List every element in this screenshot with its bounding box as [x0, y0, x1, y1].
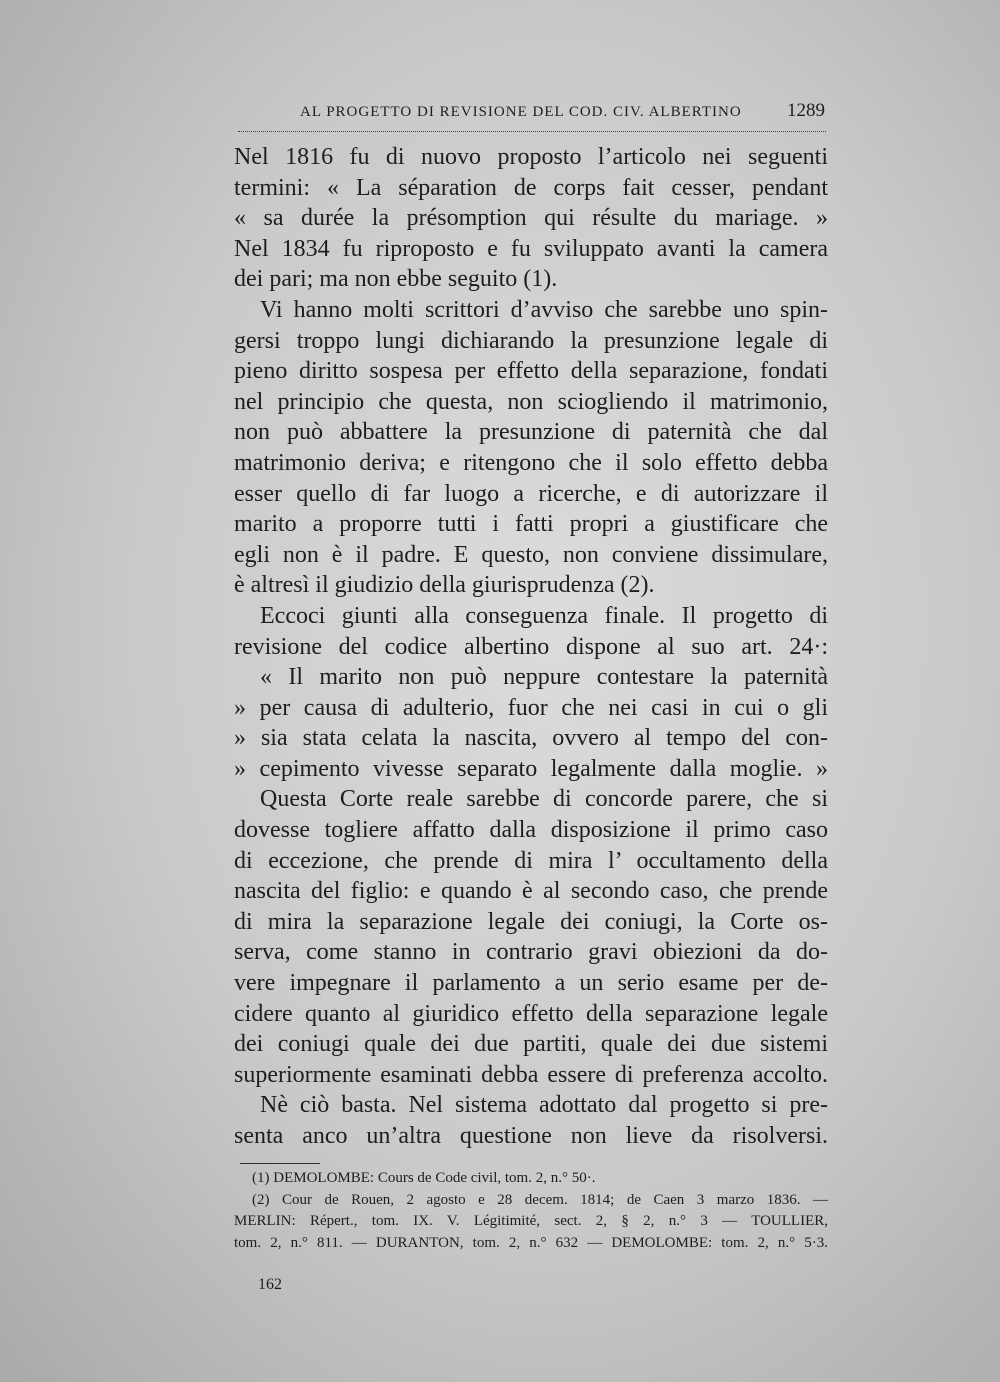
footnote-line: tom. 2, n.° 811. — DURANTON, tom. 2, n.° 632 — DEMOLOMBE: tom. 2, n.° 5·3.	[234, 1234, 828, 1251]
text-line: vere impegnare il parlamento a un serio esame per de-	[234, 970, 828, 997]
text-line: Vi hanno molti scrittori d’avviso che sarebbe uno spin-	[260, 296, 828, 323]
text-line: di eccezione, che prende di mira l’ occultamento della	[234, 847, 828, 874]
text-line: è altresì il giudizio della giurisprudenza (2).	[234, 572, 655, 599]
text-line: revisione del codice albertino dispone al suo art. 24·:	[234, 633, 828, 660]
running-header	[300, 100, 825, 124]
text-line: dei coniugi quale dei due partiti, quale dei due sistemi	[234, 1031, 828, 1058]
text-line: cidere quanto al giuridico effetto della separazione legale	[234, 1000, 828, 1027]
footnote-line: MERLIN: Répert., tom. IX. V. Légitimité, sect. 2, § 2, n.° 3 — TOULLIER,	[234, 1213, 828, 1229]
text-line: » sia stata celata la nascita, ovvero al tempo del con-	[234, 725, 828, 752]
text-line: Nel 1834 fu riproposto e fu sviluppato avanti la camera	[234, 235, 828, 262]
text-line: termini: « La séparation de corps fait cesser, pendant	[234, 174, 828, 201]
footnote-rule	[240, 1163, 320, 1164]
text-line: Questa Corte reale sarebbe di concorde parere, che si	[260, 786, 828, 813]
text-line: Eccoci giunti alla conseguenza finale. Il progetto di	[260, 602, 828, 629]
body-text	[234, 142, 828, 1152]
text-line: » per causa di adulterio, fuor che nei casi in cui o gli	[234, 694, 828, 721]
footnote-line: (2) Cour de Rouen, 2 agosto e 28 decem. 1814; de Caen 3 marzo 1836. —	[252, 1191, 828, 1208]
header-rule	[238, 131, 826, 132]
text-line: superiormente esaminati debba essere di preferenza accolto.	[234, 1061, 828, 1088]
page-number: 1289	[787, 100, 825, 121]
footnotes	[234, 1168, 828, 1254]
text-line: dei pari; ma non ebbe seguito (1).	[234, 266, 558, 293]
text-line: nel principio che questa, non sciogliendo il matrimonio,	[234, 388, 828, 415]
header-title: AL PROGETTO DI REVISIONE DEL COD. CIV. ALBERTINO	[300, 104, 742, 120]
text-line: senta anco un’altra questione non lieve da risolversi.	[234, 1123, 828, 1149]
printer-signature: 162	[258, 1276, 282, 1293]
text-line: « Il marito non può neppure contestare la paternità	[260, 664, 828, 691]
text-line: pieno diritto sospesa per effetto della separazione, fondati	[234, 358, 828, 385]
text-line: nascita del figlio: e quando è al secondo caso, che prende	[234, 878, 828, 905]
text-line: Nè ciò basta. Nel sistema adottato dal progetto si pre-	[260, 1092, 828, 1119]
text-line: matrimonio deriva; e ritengono che il solo effetto debba	[234, 449, 828, 476]
text-line: Nel 1816 fu di nuovo proposto l’articolo nei seguenti	[234, 144, 828, 170]
text-line: di mira la separazione legale dei coniugi, la Corte os-	[234, 908, 828, 935]
text-line: marito a proporre tutti i fatti propri a giustificare che	[234, 511, 828, 538]
text-line: non può abbattere la presunzione di paternità che dal	[234, 419, 828, 446]
footnote-line: (1) DEMOLOMBE: Cours de Code civil, tom. 2, n.° 50·.	[252, 1170, 596, 1186]
text-line: esser quello di far luogo a ricerche, e di autorizzare il	[234, 480, 828, 507]
text-line: » cepimento vivesse separato legalmente dalla moglie. »	[234, 755, 828, 782]
text-line: serva, come stanno in contrario gravi obiezioni da do-	[234, 939, 828, 966]
text-line: « sa durée la présomption qui résulte du mariage. »	[234, 205, 828, 232]
text-line: gersi troppo lungi dichiarando la presunzione legale di	[234, 327, 828, 354]
text-line: dovesse togliere affatto dalla disposizione il primo caso	[234, 817, 828, 844]
text-line: egli non è il padre. E questo, non conviene dissimulare,	[234, 541, 828, 568]
